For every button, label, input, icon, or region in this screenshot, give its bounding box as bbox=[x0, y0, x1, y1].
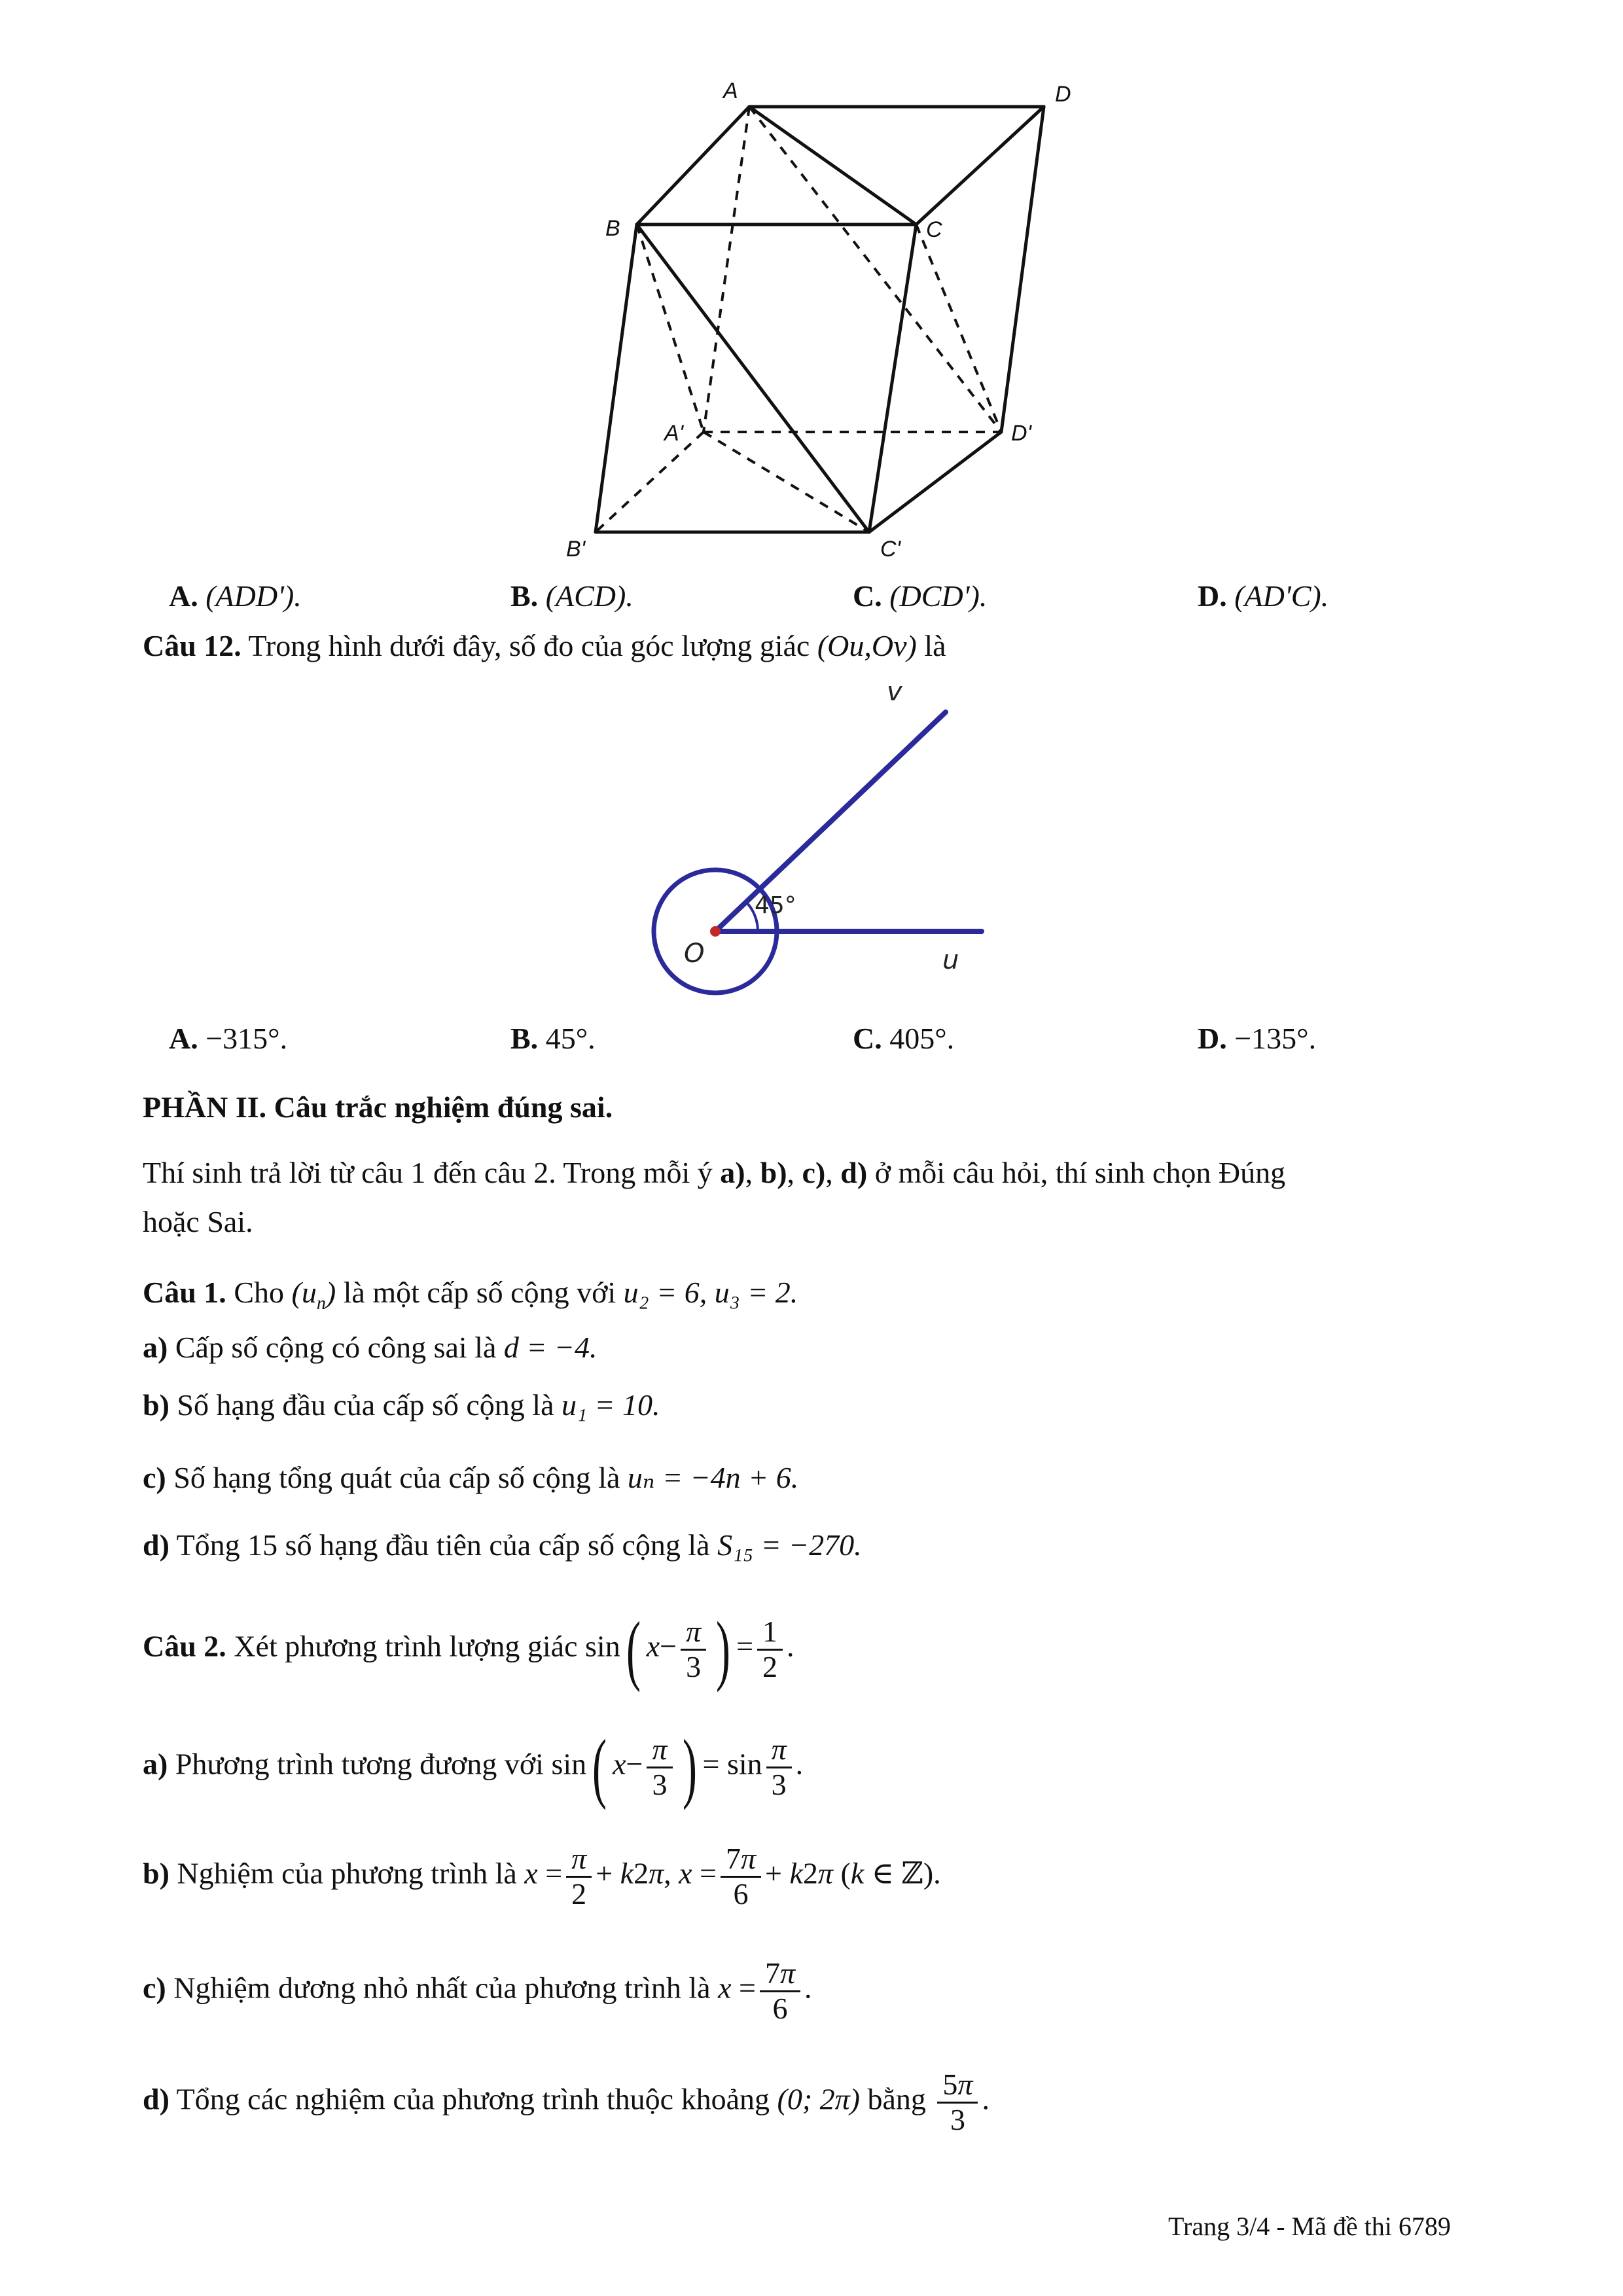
q12-option-b: B. 45°. bbox=[510, 1022, 596, 1055]
q12-option-c: C. 405°. bbox=[853, 1022, 955, 1055]
q11-option-b: B. (ACD). bbox=[510, 579, 633, 613]
ray-u-label: u bbox=[942, 945, 959, 975]
part-2-instructions-line-2: hoặc Sai. bbox=[143, 1205, 253, 1238]
cau-2-item-a: a) Phương trình tương đương với sin( x− $\frac{\pi}{3}$ ) = sin $\frac{\pi}{3}$ . bbox=[143, 1723, 804, 1810]
vertex-label-d: D bbox=[1055, 82, 1071, 107]
q12-option-a: A. −315°. bbox=[169, 1022, 288, 1055]
vertex-label-b-prime: B' bbox=[566, 537, 586, 562]
vertex-label-c-prime: C' bbox=[880, 537, 901, 562]
cau-1-item-c: c) Số hạng tổng quát của cấp số cộng là uₙ = −4n + 6. bbox=[143, 1461, 799, 1494]
cau-2-item-d: d) Tổng các nghiệm của phương trình thuộc khoảng (0; 2π) bằng $\frac{5\pi}{3}$ . bbox=[143, 2068, 990, 2136]
angle-figure bbox=[635, 681, 1001, 1008]
origin-label: O bbox=[684, 939, 705, 969]
vertex-label-c: C bbox=[926, 217, 942, 242]
cau-1-item-a: a) Cấp số cộng có công sai là d = −4. bbox=[143, 1331, 597, 1364]
prism-figure bbox=[563, 72, 1099, 569]
q12-option-d: D. −135°. bbox=[1198, 1022, 1317, 1055]
q11-option-d: D. (AD'C). bbox=[1198, 579, 1329, 613]
part-2-instructions-line-1: Thí sinh trả lời từ câu 1 đến câu 2. Trong mỗi ý a), b), c), d) ở mỗi câu hỏi, thí sinh chọn Đúng bbox=[143, 1156, 1286, 1189]
q11-option-a: A. (ADD'). bbox=[169, 579, 302, 613]
vertex-label-a: A bbox=[723, 79, 738, 103]
cau-2-item-b: b) Nghiệm của phương trình là x = $\frac{\pi}{2}$ + k2π, x = $\frac{7\pi}{6}$ + k2π (k ∈ ℤ). bbox=[143, 1842, 941, 1910]
angle-label: 45° bbox=[755, 892, 796, 919]
cau-2-item-c: c) Nghiệm dương nhỏ nhất của phương trình là x = $\frac{7\pi}{6}$ . bbox=[143, 1956, 812, 2025]
q11-option-c: C. (DCD'). bbox=[853, 579, 988, 613]
cau-1-item-d: d) Tổng 15 số hạng đầu tiên của cấp số cộng là S₁₅ = −270. bbox=[143, 1528, 862, 1562]
cau-1-stem: Câu 1. Cho $(u_n)$ là một cấp số cộng với u₂ = 6, u₃ = 2. bbox=[143, 1276, 798, 1314]
page-footer: Trang 3/4 - Mã đề thi 6789 bbox=[1168, 2212, 1451, 2241]
part-2-heading: PHẦN II. Câu trắc nghiệm đúng sai. bbox=[143, 1090, 613, 1124]
vertex-label-d-prime: D' bbox=[1011, 421, 1032, 446]
cau-1-item-b: b) Số hạng đầu của cấp số cộng là u₁ = 10. bbox=[143, 1388, 660, 1422]
question-12: Câu 12. Trong hình dưới đây, số đo của góc lượng giác (Ou,Ov) là bbox=[143, 629, 946, 662]
vertex-label-a-prime: A' bbox=[664, 421, 684, 446]
ray-v-label: v bbox=[887, 681, 902, 707]
vertex-label-b: B bbox=[605, 216, 620, 241]
cau-2-stem: Câu 2. Xét phương trình lượng giác sin( x− $\frac{\pi}{3}$ ) = $\frac{1}{2}$ . bbox=[143, 1605, 794, 1693]
